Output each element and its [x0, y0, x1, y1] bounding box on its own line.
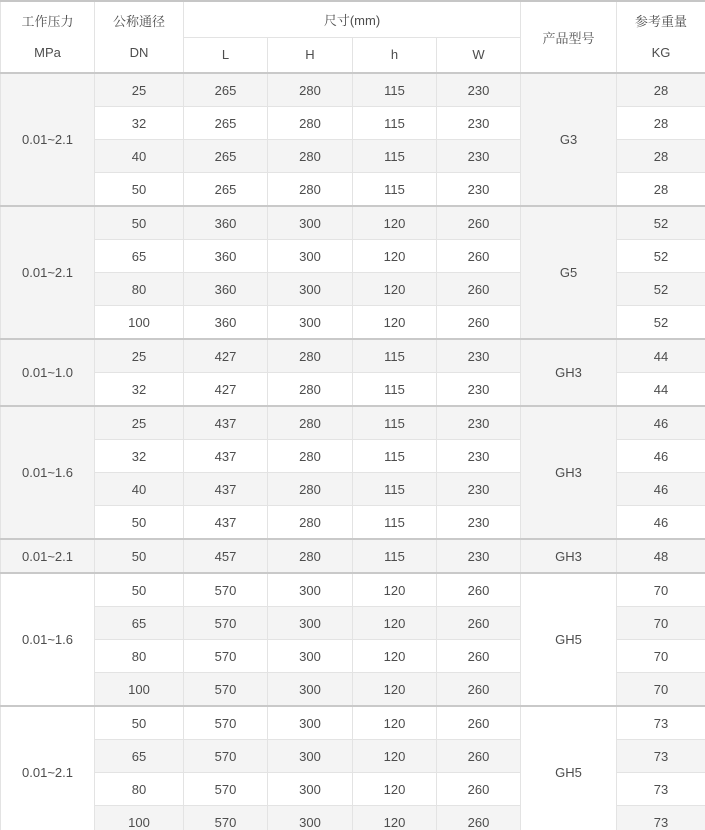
cell-product-model: G5 — [521, 206, 617, 339]
cell-working-pressure: 0.01~2.1 — [1, 73, 95, 206]
cell-dim-H: 300 — [268, 740, 353, 773]
cell-dim-H: 300 — [268, 773, 353, 806]
cell-dim-W: 230 — [437, 506, 521, 540]
header-dim-L: L — [184, 37, 268, 73]
cell-dn: 40 — [95, 140, 184, 173]
cell-dim-L: 437 — [184, 506, 268, 540]
cell-dim-h: 120 — [353, 773, 437, 806]
cell-dim-L: 437 — [184, 406, 268, 440]
cell-dim-W: 230 — [437, 173, 521, 207]
cell-dim-H: 280 — [268, 506, 353, 540]
header-row-main — [1, 1, 705, 37]
cell-dn: 25 — [95, 73, 184, 107]
cell-dim-L: 360 — [184, 206, 268, 240]
cell-weight: 70 — [617, 673, 705, 707]
header-dim-H: H — [268, 37, 353, 73]
cell-dim-W: 260 — [437, 673, 521, 707]
cell-dim-h: 115 — [353, 173, 437, 207]
header-reference-weight-unit: KG — [651, 45, 671, 60]
cell-working-pressure: 0.01~1.6 — [1, 573, 95, 706]
cell-dim-H: 300 — [268, 806, 353, 830]
cell-weight: 46 — [617, 406, 705, 440]
cell-dim-W: 260 — [437, 773, 521, 806]
cell-dim-h: 115 — [353, 73, 437, 107]
cell-weight: 28 — [617, 173, 705, 207]
cell-dim-W: 260 — [437, 607, 521, 640]
cell-dim-H: 280 — [268, 107, 353, 140]
cell-dim-H: 300 — [268, 673, 353, 707]
cell-dn: 50 — [95, 573, 184, 607]
cell-dn: 40 — [95, 473, 184, 506]
cell-weight: 46 — [617, 506, 705, 540]
cell-dn: 25 — [95, 339, 184, 373]
cell-dim-W: 230 — [437, 107, 521, 140]
cell-dim-L: 265 — [184, 73, 268, 107]
cell-dim-L: 570 — [184, 640, 268, 673]
cell-weight: 52 — [617, 306, 705, 340]
cell-dim-L: 570 — [184, 706, 268, 740]
cell-weight: 28 — [617, 107, 705, 140]
cell-weight: 52 — [617, 273, 705, 306]
cell-dim-W: 260 — [437, 706, 521, 740]
cell-product-model: GH5 — [521, 706, 617, 830]
cell-dim-W: 230 — [437, 406, 521, 440]
cell-dim-h: 120 — [353, 640, 437, 673]
cell-working-pressure: 0.01~2.1 — [1, 539, 95, 573]
cell-dim-L: 570 — [184, 573, 268, 607]
cell-weight: 70 — [617, 607, 705, 640]
header-dim-W: W — [437, 37, 521, 73]
cell-dim-W: 260 — [437, 206, 521, 240]
cell-dim-H: 300 — [268, 607, 353, 640]
cell-dim-L: 360 — [184, 240, 268, 273]
table-row — [1, 406, 705, 440]
cell-dim-H: 280 — [268, 73, 353, 107]
cell-dim-L: 427 — [184, 373, 268, 407]
cell-weight: 44 — [617, 339, 705, 373]
header-working-pressure-unit: MPa — [34, 45, 61, 60]
cell-dim-L: 265 — [184, 173, 268, 207]
cell-weight: 44 — [617, 373, 705, 407]
cell-dim-H: 280 — [268, 406, 353, 440]
header-reference-weight — [617, 1, 705, 73]
cell-dim-L: 360 — [184, 273, 268, 306]
cell-weight: 70 — [617, 640, 705, 673]
cell-dim-h: 115 — [353, 140, 437, 173]
cell-dn: 25 — [95, 406, 184, 440]
cell-dn: 80 — [95, 773, 184, 806]
cell-dim-W: 230 — [437, 73, 521, 107]
cell-dim-L: 570 — [184, 673, 268, 707]
cell-dn: 50 — [95, 539, 184, 573]
cell-dn: 80 — [95, 273, 184, 306]
cell-dim-W: 230 — [437, 339, 521, 373]
cell-dim-H: 280 — [268, 339, 353, 373]
cell-dim-H: 300 — [268, 273, 353, 306]
header-nominal-diameter-label: 公称通径 — [112, 14, 165, 29]
header-working-pressure-label: 工作压力 — [21, 14, 74, 29]
cell-weight: 52 — [617, 240, 705, 273]
cell-dim-h: 115 — [353, 506, 437, 540]
cell-dim-h: 115 — [353, 373, 437, 407]
header-dimensions: 尺寸(mm) — [184, 1, 521, 37]
cell-dim-h: 115 — [353, 339, 437, 373]
cell-dim-H: 280 — [268, 173, 353, 207]
table-row — [1, 706, 705, 740]
cell-dim-h: 115 — [353, 107, 437, 140]
cell-weight: 70 — [617, 573, 705, 607]
cell-dim-W: 260 — [437, 573, 521, 607]
cell-dn: 32 — [95, 373, 184, 407]
cell-dim-h: 120 — [353, 706, 437, 740]
cell-dn: 32 — [95, 440, 184, 473]
cell-product-model: GH5 — [521, 573, 617, 706]
cell-dn: 50 — [95, 506, 184, 540]
header-dim-h: h — [353, 37, 437, 73]
cell-dim-W: 230 — [437, 373, 521, 407]
cell-dim-W: 230 — [437, 140, 521, 173]
cell-dim-W: 260 — [437, 273, 521, 306]
cell-dn: 65 — [95, 740, 184, 773]
cell-dn: 80 — [95, 640, 184, 673]
cell-dim-h: 120 — [353, 740, 437, 773]
cell-dn: 100 — [95, 673, 184, 707]
cell-dim-h: 120 — [353, 273, 437, 306]
cell-working-pressure: 0.01~1.0 — [1, 339, 95, 406]
cell-dim-H: 280 — [268, 140, 353, 173]
table-row — [1, 206, 705, 240]
cell-dim-L: 427 — [184, 339, 268, 373]
cell-dn: 32 — [95, 107, 184, 140]
cell-product-model: GH3 — [521, 539, 617, 573]
cell-dim-h: 115 — [353, 440, 437, 473]
cell-dim-h: 115 — [353, 473, 437, 506]
cell-dim-H: 280 — [268, 539, 353, 573]
cell-dim-W: 260 — [437, 306, 521, 340]
cell-dim-h: 120 — [353, 306, 437, 340]
cell-dn: 65 — [95, 607, 184, 640]
cell-weight: 73 — [617, 773, 705, 806]
header-product-model: 产品型号 — [521, 1, 617, 73]
cell-dim-H: 280 — [268, 440, 353, 473]
cell-weight: 28 — [617, 73, 705, 107]
cell-dim-W: 260 — [437, 806, 521, 830]
cell-dn: 50 — [95, 706, 184, 740]
cell-dim-W: 230 — [437, 539, 521, 573]
cell-product-model: GH3 — [521, 406, 617, 539]
cell-dim-W: 260 — [437, 240, 521, 273]
cell-working-pressure: 0.01~1.6 — [1, 406, 95, 539]
cell-weight: 73 — [617, 740, 705, 773]
cell-dim-W: 230 — [437, 473, 521, 506]
cell-dim-h: 120 — [353, 673, 437, 707]
cell-dim-L: 570 — [184, 607, 268, 640]
cell-dim-H: 300 — [268, 640, 353, 673]
header-reference-weight-label: 参考重量 — [635, 14, 688, 29]
table-row — [1, 539, 705, 573]
cell-dim-L: 360 — [184, 306, 268, 340]
cell-dim-H: 300 — [268, 573, 353, 607]
header-working-pressure — [1, 1, 95, 73]
cell-dim-H: 300 — [268, 306, 353, 340]
cell-dim-H: 280 — [268, 473, 353, 506]
cell-working-pressure: 0.01~2.1 — [1, 706, 95, 830]
cell-dim-h: 120 — [353, 573, 437, 607]
cell-dim-h: 120 — [353, 240, 437, 273]
cell-dim-L: 570 — [184, 773, 268, 806]
table-row — [1, 73, 705, 107]
cell-dn: 100 — [95, 806, 184, 830]
cell-dim-L: 457 — [184, 539, 268, 573]
cell-dim-h: 120 — [353, 607, 437, 640]
cell-dim-L: 265 — [184, 140, 268, 173]
cell-product-model: GH3 — [521, 339, 617, 406]
cell-dim-H: 300 — [268, 206, 353, 240]
cell-dim-h: 115 — [353, 406, 437, 440]
cell-weight: 73 — [617, 706, 705, 740]
cell-working-pressure: 0.01~2.1 — [1, 206, 95, 339]
cell-weight: 52 — [617, 206, 705, 240]
cell-weight: 46 — [617, 473, 705, 506]
cell-weight: 28 — [617, 140, 705, 173]
table-row — [1, 339, 705, 373]
cell-dim-h: 115 — [353, 539, 437, 573]
cell-dim-H: 300 — [268, 240, 353, 273]
cell-product-model: G3 — [521, 73, 617, 206]
cell-dim-L: 437 — [184, 440, 268, 473]
cell-dn: 100 — [95, 306, 184, 340]
cell-weight: 73 — [617, 806, 705, 830]
cell-weight: 48 — [617, 539, 705, 573]
table-header — [1, 1, 705, 73]
cell-dim-h: 120 — [353, 206, 437, 240]
header-nominal-diameter-unit: DN — [129, 45, 149, 60]
header-nominal-diameter — [95, 1, 184, 73]
cell-dim-H: 300 — [268, 706, 353, 740]
cell-dim-W: 260 — [437, 640, 521, 673]
cell-dn: 50 — [95, 173, 184, 207]
cell-dim-W: 230 — [437, 440, 521, 473]
cell-dn: 50 — [95, 206, 184, 240]
cell-dim-W: 260 — [437, 740, 521, 773]
cell-dim-L: 437 — [184, 473, 268, 506]
table-body — [1, 73, 705, 830]
cell-dim-L: 265 — [184, 107, 268, 140]
cell-weight: 46 — [617, 440, 705, 473]
cell-dim-h: 120 — [353, 806, 437, 830]
cell-dim-H: 280 — [268, 373, 353, 407]
cell-dn: 65 — [95, 240, 184, 273]
cell-dim-L: 570 — [184, 806, 268, 830]
table-row — [1, 573, 705, 607]
cell-dim-L: 570 — [184, 740, 268, 773]
